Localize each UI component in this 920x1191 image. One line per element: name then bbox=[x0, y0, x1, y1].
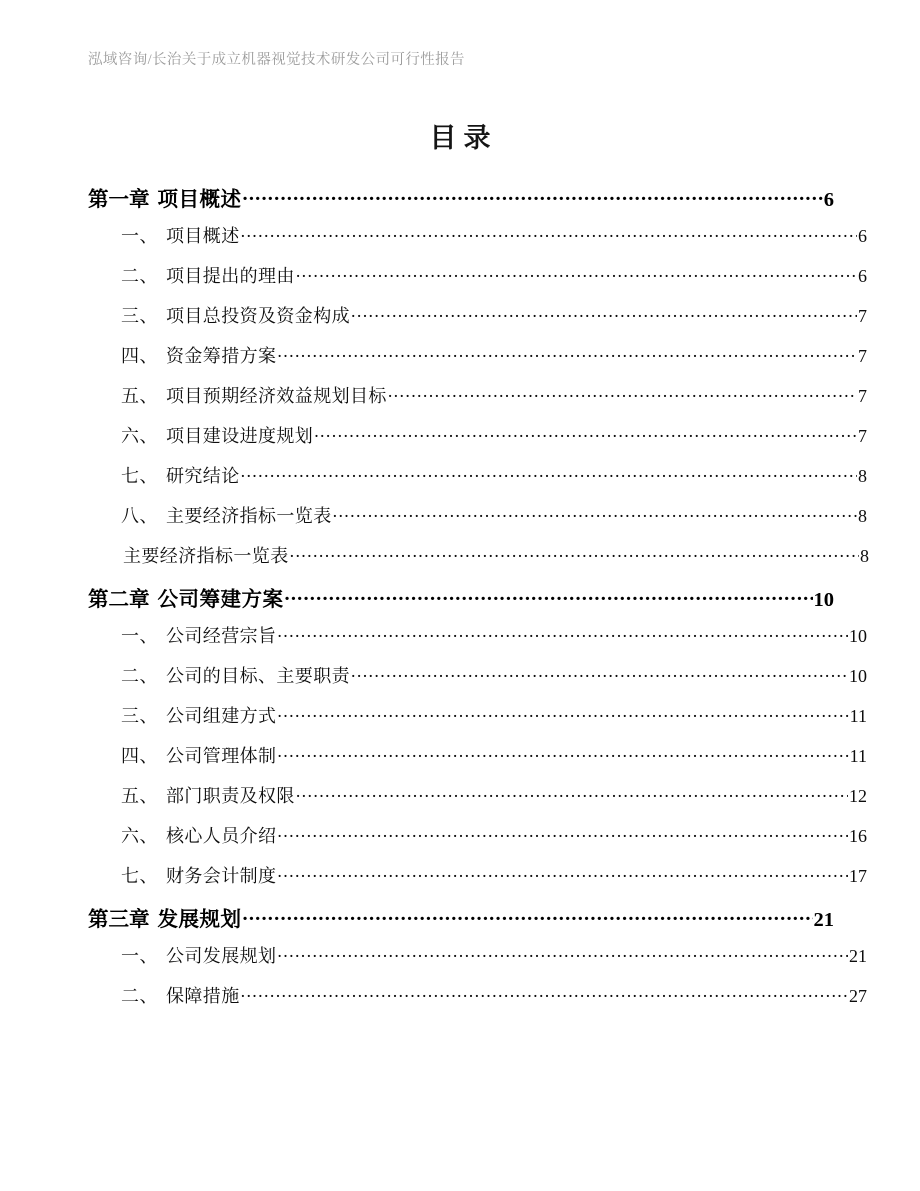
toc-entry-page-number: 21 bbox=[849, 946, 867, 966]
toc-leader-dots bbox=[241, 224, 857, 242]
toc-entry-page-number: 21 bbox=[813, 909, 834, 931]
toc-entry-page-number: 6 bbox=[823, 189, 834, 211]
toc-leader-dots bbox=[277, 744, 848, 762]
toc-entry-page-number: 10 bbox=[849, 666, 867, 686]
toc-entry-number: 第三章 bbox=[88, 909, 150, 931]
toc-entry-label: 主要经济指标一览表 bbox=[123, 546, 289, 566]
toc-entry[interactable] bbox=[88, 542, 869, 582]
toc-leader-dots bbox=[277, 824, 848, 842]
toc-entry[interactable] bbox=[88, 782, 867, 822]
toc-entry-page-number: 27 bbox=[849, 986, 867, 1006]
toc-entry-number: 八、 bbox=[121, 506, 158, 526]
toc-entry-label: 财务会计制度 bbox=[166, 866, 277, 886]
toc-entry[interactable] bbox=[88, 502, 867, 542]
toc-entry[interactable] bbox=[88, 262, 867, 302]
page-title: 目录 bbox=[429, 123, 498, 153]
toc-leader-dots bbox=[277, 344, 857, 362]
toc-entry-page-number: 6 bbox=[858, 266, 867, 286]
toc-entry-label: 公司经营宗旨 bbox=[166, 626, 277, 646]
toc-entry-label: 公司的目标、主要职责 bbox=[166, 666, 350, 686]
toc-leader-dots bbox=[285, 586, 813, 607]
toc-entry-label: 项目概述 bbox=[157, 189, 242, 211]
toc-entry[interactable] bbox=[88, 902, 834, 942]
toc-entry-label: 项目概述 bbox=[166, 226, 240, 246]
toc-entry[interactable] bbox=[88, 582, 834, 622]
toc-entry-page-number: 8 bbox=[858, 466, 867, 486]
toc-entry-number: 七、 bbox=[121, 866, 158, 886]
toc-entry-number: 第二章 bbox=[88, 589, 150, 611]
toc-entry[interactable] bbox=[88, 382, 867, 422]
running-header: 泓域咨询/长治关于成立机器视觉技术研发公司可行性报告 bbox=[88, 52, 465, 68]
toc-entry-number: 六、 bbox=[121, 426, 158, 446]
toc-leader-dots bbox=[333, 504, 857, 522]
toc-entry-page-number: 7 bbox=[858, 346, 867, 366]
toc-leader-dots bbox=[241, 464, 857, 482]
toc-entry[interactable] bbox=[88, 622, 867, 662]
toc-leader-dots bbox=[243, 186, 823, 207]
toc-leader-dots bbox=[277, 944, 848, 962]
toc-entry[interactable] bbox=[88, 462, 867, 502]
toc-entry-page-number: 8 bbox=[860, 546, 869, 566]
toc-entry-number: 五、 bbox=[121, 386, 158, 406]
toc-entry-number: 四、 bbox=[121, 746, 158, 766]
toc-entry-page-number: 7 bbox=[858, 426, 867, 446]
toc-entry-label: 项目总投资及资金构成 bbox=[166, 306, 350, 326]
toc-entry[interactable] bbox=[88, 982, 867, 1022]
toc-entry-number: 二、 bbox=[121, 266, 158, 286]
toc-leader-dots bbox=[241, 984, 848, 1002]
toc-entry-page-number: 12 bbox=[849, 786, 867, 806]
toc-entry-page-number: 16 bbox=[849, 826, 867, 846]
toc-entry-label: 公司发展规划 bbox=[166, 946, 277, 966]
toc-entry-page-number: 7 bbox=[858, 306, 867, 326]
toc-entry-label: 主要经济指标一览表 bbox=[166, 506, 332, 526]
toc-entry[interactable] bbox=[88, 742, 867, 782]
toc-entry-page-number: 11 bbox=[849, 746, 867, 766]
toc-entry-number: 一、 bbox=[121, 226, 158, 246]
toc-entry[interactable] bbox=[88, 702, 867, 742]
toc-entry-number: 一、 bbox=[121, 626, 158, 646]
toc-entry[interactable] bbox=[88, 822, 867, 862]
toc-entry-label: 项目建设进度规划 bbox=[166, 426, 314, 446]
toc-entry-page-number: 10 bbox=[849, 626, 867, 646]
toc-entry-number: 第一章 bbox=[88, 189, 150, 211]
toc-entry-label: 保障措施 bbox=[166, 986, 240, 1006]
toc-entry-label: 公司组建方式 bbox=[166, 706, 277, 726]
toc-entry-number: 三、 bbox=[121, 306, 158, 326]
toc-entry-label: 项目预期经济效益规划目标 bbox=[166, 386, 387, 406]
toc-entry[interactable] bbox=[88, 942, 867, 982]
toc-entry[interactable] bbox=[88, 862, 867, 902]
toc-entry[interactable] bbox=[88, 342, 867, 382]
toc-entry-page-number: 6 bbox=[858, 226, 867, 246]
toc-entry-number: 二、 bbox=[121, 666, 158, 686]
toc-entry-label: 核心人员介绍 bbox=[166, 826, 277, 846]
toc-entry-label: 部门职责及权限 bbox=[166, 786, 295, 806]
toc-entry-number: 三、 bbox=[121, 706, 158, 726]
toc-entry-number: 四、 bbox=[121, 346, 158, 366]
toc-entry[interactable] bbox=[88, 182, 834, 222]
toc-leader-dots bbox=[277, 864, 848, 882]
toc-entry-page-number: 17 bbox=[849, 866, 867, 886]
toc-entry-number: 五、 bbox=[121, 786, 158, 806]
toc-entry-number: 七、 bbox=[121, 466, 158, 486]
toc-entry-label: 公司管理体制 bbox=[166, 746, 277, 766]
toc-entry-label: 资金筹措方案 bbox=[166, 346, 277, 366]
toc-entry-page-number: 11 bbox=[849, 706, 867, 726]
toc-entry-label: 公司筹建方案 bbox=[157, 589, 284, 611]
toc-entry[interactable] bbox=[88, 222, 867, 262]
toc-entry-page-number: 7 bbox=[858, 386, 867, 406]
toc-entry-number: 二、 bbox=[121, 986, 158, 1006]
table-of-contents bbox=[88, 182, 869, 1022]
toc-entry-label: 项目提出的理由 bbox=[166, 266, 295, 286]
toc-leader-dots bbox=[243, 906, 813, 927]
toc-entry[interactable] bbox=[88, 422, 867, 462]
toc-entry-label: 发展规划 bbox=[157, 909, 242, 931]
toc-entry-number: 六、 bbox=[121, 826, 158, 846]
toc-leader-dots bbox=[277, 624, 848, 642]
toc-entry-page-number: 8 bbox=[858, 506, 867, 526]
toc-entry-label: 研究结论 bbox=[166, 466, 240, 486]
toc-leader-dots bbox=[296, 264, 857, 282]
toc-entry-number: 一、 bbox=[121, 946, 158, 966]
toc-leader-dots bbox=[277, 704, 848, 722]
toc-entry-page-number: 10 bbox=[813, 589, 834, 611]
toc-entry[interactable] bbox=[88, 302, 867, 342]
toc-leader-dots bbox=[314, 424, 857, 442]
toc-entry[interactable] bbox=[88, 662, 867, 702]
toc-leader-dots bbox=[296, 784, 848, 802]
toc-leader-dots bbox=[388, 384, 857, 402]
toc-leader-dots bbox=[351, 304, 857, 322]
toc-leader-dots bbox=[290, 544, 859, 562]
toc-leader-dots bbox=[351, 664, 848, 682]
